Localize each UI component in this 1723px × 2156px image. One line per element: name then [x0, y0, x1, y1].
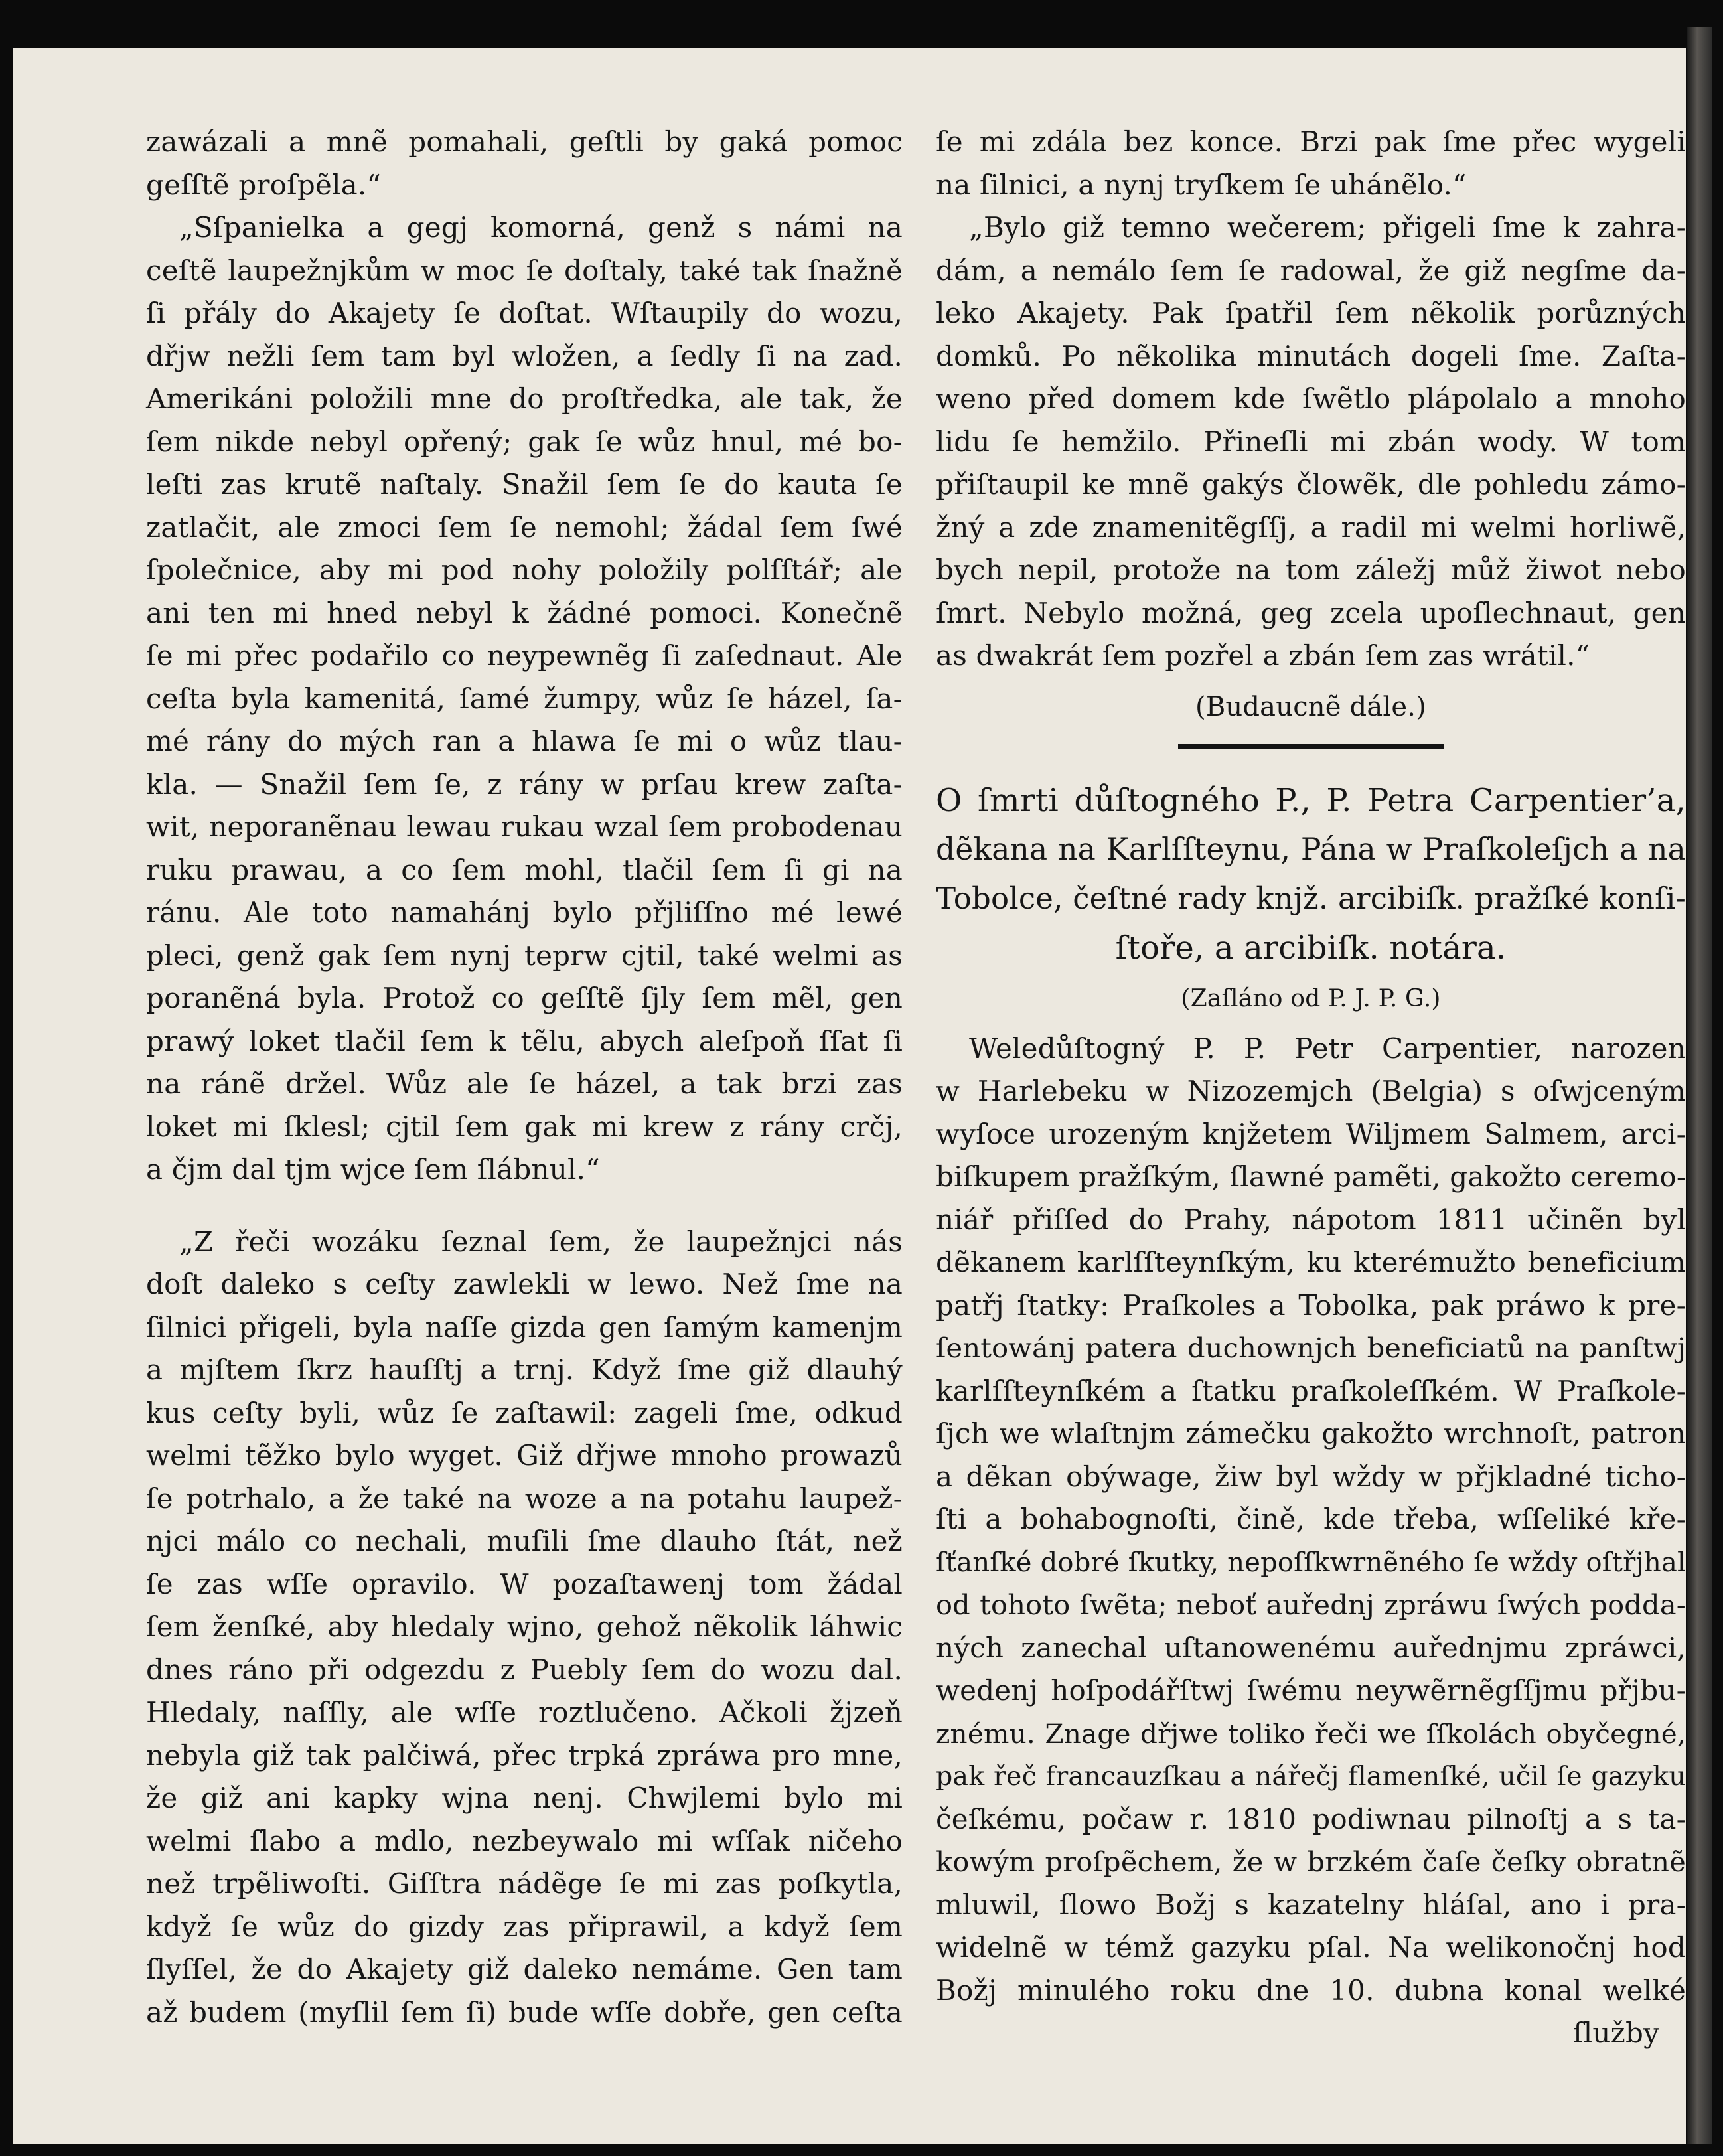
text-line: leko Akajety. Pak ſpatřil ſem nẽkolik porůzných — [936, 297, 1686, 329]
text-line: ani ten mi hned nebyl k žádné pomoci. Konečnẽ — [146, 596, 903, 629]
text-line: ceſtẽ laupežnjkům w moc ſe doſtaly, také tak ſnažně — [146, 254, 903, 287]
text-line: lidu ſe hemžilo. Přineſli mi zbán wody. W tom — [936, 425, 1686, 458]
text-line: a dẽkan obýwage, žiw byl wždy w přjkladné ticho- — [936, 1460, 1686, 1493]
section-divider — [1178, 744, 1444, 749]
text-line: přiſtaupil ke mnẽ gakýs člowẽk, dle pohledu zámo- — [936, 468, 1686, 501]
text-line: leſti zas krutẽ naſtaly. Snažil ſem ſe do kauta ſe — [146, 468, 903, 501]
text-line: mé rány do mých ran a hlawa ſe mi o wůz tlau- — [146, 725, 903, 757]
text-line: ſem ženſké, aby hledaly wjno, gehož nẽkolik láhwic — [146, 1610, 903, 1643]
text-line: poranẽná byla. Protož co geſſtẽ ſjly ſem mẽl, gen — [146, 982, 903, 1014]
text-line: geſſtẽ proſpẽla.“ — [146, 168, 382, 201]
text-line: když ſe wůz do gizdy zas připrawil, a když ſem — [146, 1910, 903, 1943]
text-line: Božj minulého roku dne 10. dubna konal welké — [936, 1973, 1686, 2007]
text-line: nebyla giž tak palčiwá, přec trpká zpráwa pro mne, — [146, 1738, 903, 1772]
text-line: pleci, genž gak ſem nynj teprw cjtil, také welmi as — [146, 939, 903, 972]
article-heading-line: Tobolce, čeſtné rady knjž. arcibiſk. pražſké konſi- — [936, 881, 1686, 916]
text-line: ſjch we wlaſtnjm zámečku gakožto wrchnoſt, patron — [936, 1417, 1686, 1450]
text-line: Amerikáni položili mne do proſtředka, ale tak, že — [146, 382, 903, 415]
text-line: ſťanſké dobré ſkutky, nepoſſkwrnẽného ſe wždy oſtřjhal — [936, 1547, 1686, 1578]
article-heading-line: dẽkana na Karlſſteynu, Pána w Praſkoleſjch a na — [936, 832, 1686, 867]
text-line: prawý loket tlačil ſem k tẽlu, abych aleſpoň ſſat ſi — [146, 1024, 903, 1057]
text-line: zatlačit, ale zmoci ſem ſe nemohl; žádal ſem ſwé — [146, 510, 903, 544]
text-line: wyſoce urozeným knjžetem Wiljmem Salmem, arci- — [936, 1117, 1686, 1150]
continued-note: (Budaucnẽ dále.) — [1195, 691, 1426, 722]
text-line: ných zanechal uſtanowenému auřednjmu zpráwci, — [936, 1631, 1686, 1664]
text-line: wit, neporanẽnau lewau rukau wzal ſem probodenau — [146, 810, 903, 843]
paragraph-gap — [146, 1192, 903, 1221]
text-line: než trpẽliwoſti. Giſſtra nádẽge ſe mi zas poſkytla, — [146, 1867, 903, 1900]
text-line: ſti a bohabognoſti, čině, kde třeba, wſſeliké kře- — [936, 1503, 1686, 1535]
text-line: „Sſpanielka a gegj komorná, genž s námi na — [179, 211, 903, 244]
text-line: ſlyſſel, že do Akajety giž daleko nemáme. Gen tam — [146, 1953, 903, 1985]
text-line: ſem nikde nebyl opřený; gak ſe wůz hnul, mé bo- — [146, 425, 903, 458]
text-line: že giž ani kapky wjna nenj. Chwjlemi bylo mi — [146, 1782, 903, 1814]
text-line: Hledaly, naſſly, ale wſſe roztlučeno. Ačkoli žjzeň — [146, 1696, 903, 1729]
text-line: kla. — Snažil ſem ſe, z rány w prſau krew zaſta- — [146, 767, 903, 801]
text-line: a čjm dal tjm wjce ſem ſlábnul.“ — [146, 1153, 600, 1186]
text-line: ſpolečnice, aby mi pod nohy položily polſſtář; ale — [146, 554, 903, 586]
book-page — [13, 48, 1686, 2144]
text-line: mluwil, ſlowo Božj s kazatelny hláſal, ano i pra- — [936, 1888, 1686, 1921]
text-line: znému. Znage dřjwe toliko řeči we ſſkolách obyčegné, — [936, 1717, 1686, 1750]
text-line: od tohoto ſwẽta; neboť auřednj zpráwu ſwých podda- — [936, 1588, 1686, 1621]
text-line: njci málo co nechali, muſili ſme dlauho ſtát, než — [146, 1525, 903, 1557]
text-line: ſmrt. Nebylo možná, geg zcela upoſlechnaut, gen — [936, 596, 1686, 629]
book-spine-shadow — [1687, 27, 1712, 2144]
text-line: Weledůſtogný P. P. Petr Carpentier, narozen — [969, 1032, 1686, 1065]
text-line: až budem (myſlil ſem ſi) bude wſſe dobře, gen ceſta — [146, 1995, 903, 2029]
text-line: ſilnici přigeli, byla naſſe gizda gen ſamým kamenjm — [146, 1310, 903, 1344]
text-line: doſt daleko s ceſty zawlekli w lewo. Než ſme na — [146, 1268, 903, 1300]
text-line: dřjw nežli ſem tam byl wložen, a ſedly ſi na zad. — [146, 339, 903, 372]
text-line: bych nepil, protože na tom záležj můž žiwot nebo — [936, 554, 1686, 586]
text-line: welmi ſlabo a mdlo, nezbeywalo mi wſſak ničeho — [146, 1824, 903, 1857]
text-line: ſe mi zdála bez konce. Brzi pak ſme přec wygeli — [936, 125, 1686, 158]
text-line: ſe potrhalo, a že také na woze a na potahu laupež- — [146, 1482, 903, 1515]
text-line: dẽkanem karlſſteynſkým, ku kterémužto beneficium — [936, 1246, 1686, 1278]
text-line: kus ceſty byli, wůz ſe zaſtawil: zageli ſme, odkud — [146, 1396, 903, 1429]
catchword: ſlužby — [1573, 2017, 1659, 2049]
text-line: žný a zde znamenitẽgſſj, a radil mi welmi horliwẽ, — [936, 510, 1686, 544]
text-line: welmi tẽžko bylo wyget. Giž dřjwe mnoho prowazů — [146, 1439, 903, 1472]
text-line: „Z řeči wozáku ſeznal ſem, že laupežnjci nás — [179, 1225, 903, 1258]
text-line: loket mi ſklesl; cjtil ſem gak mi krew z rány crčj, — [146, 1110, 903, 1143]
text-line: pak řeč francauzſkau a nářečj flamenſké, učil ſe gazyku — [936, 1761, 1686, 1792]
text-line: na ránẽ držel. Wůz ale ſe házel, a tak brzi zas — [146, 1067, 903, 1100]
text-line: widelnẽ w témž gazyku pſal. Na welikonočnj hod — [936, 1931, 1686, 1964]
right-column — [936, 121, 1686, 2055]
text-line: karlſſteynſkém a ſtatku praſkoleſſkém. W Praſkole- — [936, 1374, 1686, 1407]
text-line: domků. Po nẽkolika minutách dogeli ſme. Zaſta- — [936, 339, 1686, 372]
article-heading-line: ſtoře, a arcibiſk. notára. — [1115, 929, 1507, 966]
text-line: biſkupem pražſkým, ſlawné pamẽti, gakožto ceremo- — [936, 1160, 1686, 1193]
text-line: čeſkému, počaw r. 1810 podiwnau pilnoſtj a s ta- — [936, 1802, 1686, 1835]
text-line: dám, a nemálo ſem ſe radowal, že giž negſme da- — [936, 254, 1686, 287]
text-line: as dwakrát ſem pozřel a zbán ſem zas wrátil.“ — [936, 639, 1590, 672]
text-line: na ſilnici, a nynj tryſkem ſe uhánẽlo.“ — [936, 168, 1467, 201]
text-line: niář přiſſed do Prahy, nápotom 1811 učinẽn byl — [936, 1203, 1686, 1236]
text-line: kowým proſpẽchem, že w brzkém čaſe čeſky obratnẽ — [936, 1845, 1686, 1878]
left-column — [146, 121, 903, 2034]
text-line: ſe mi přec podařilo co neypewnẽg ſi zaſednaut. Ale — [146, 639, 903, 672]
text-line: zawázali a mnẽ pomahali, geſtli by gaká pomoc — [146, 125, 903, 158]
text-line: „Bylo giž temno wečerem; přigeli ſme k zahra- — [969, 211, 1686, 244]
text-line: weno před domem kde ſwẽtlo plápolalo a mnoho — [936, 382, 1686, 415]
text-line: ruku prawau, a co ſem mohl, tlačil ſem ſi gi na — [146, 853, 903, 886]
text-line: ceſta byla kamenitá, ſamé žumpy, wůz ſe házel, ſa- — [146, 682, 903, 715]
text-line: patřj ſtatky: Praſkoles a Tobolka, pak práwo k pre- — [936, 1288, 1686, 1322]
text-line: wedenj hoſpodářſtwj ſwému neywẽrnẽgſſjmu přjbu- — [936, 1674, 1686, 1707]
text-line: w Harlebeku w Nizozemjch (Belgia) s oſwjceným — [936, 1075, 1686, 1107]
text-line: ſe zas wſſe opravilo. W pozaſtawenj tom žádal — [146, 1567, 903, 1600]
text-line: dnes ráno při odgezdu z Puebly ſem do wozu dal. — [146, 1653, 903, 1686]
text-line: a mjſtem ſkrz hauſſtj a trnj. Když ſme giž dlauhý — [146, 1353, 903, 1386]
article-source: (Zaſláno od P. J. P. G.) — [1181, 985, 1441, 1012]
text-line: ránu. Ale toto namahánj bylo přjliſſno mé lewé — [146, 896, 903, 929]
text-line: ſentowánj patera duchownjch beneficiatů na panſtwj — [936, 1332, 1686, 1364]
article-heading-line: O ſmrti důſtogného P., P. Petra Carpentier’a, — [936, 782, 1686, 819]
text-line: ſi přály do Akajety ſe doſtat. Wſtaupily do wozu, — [146, 297, 903, 329]
